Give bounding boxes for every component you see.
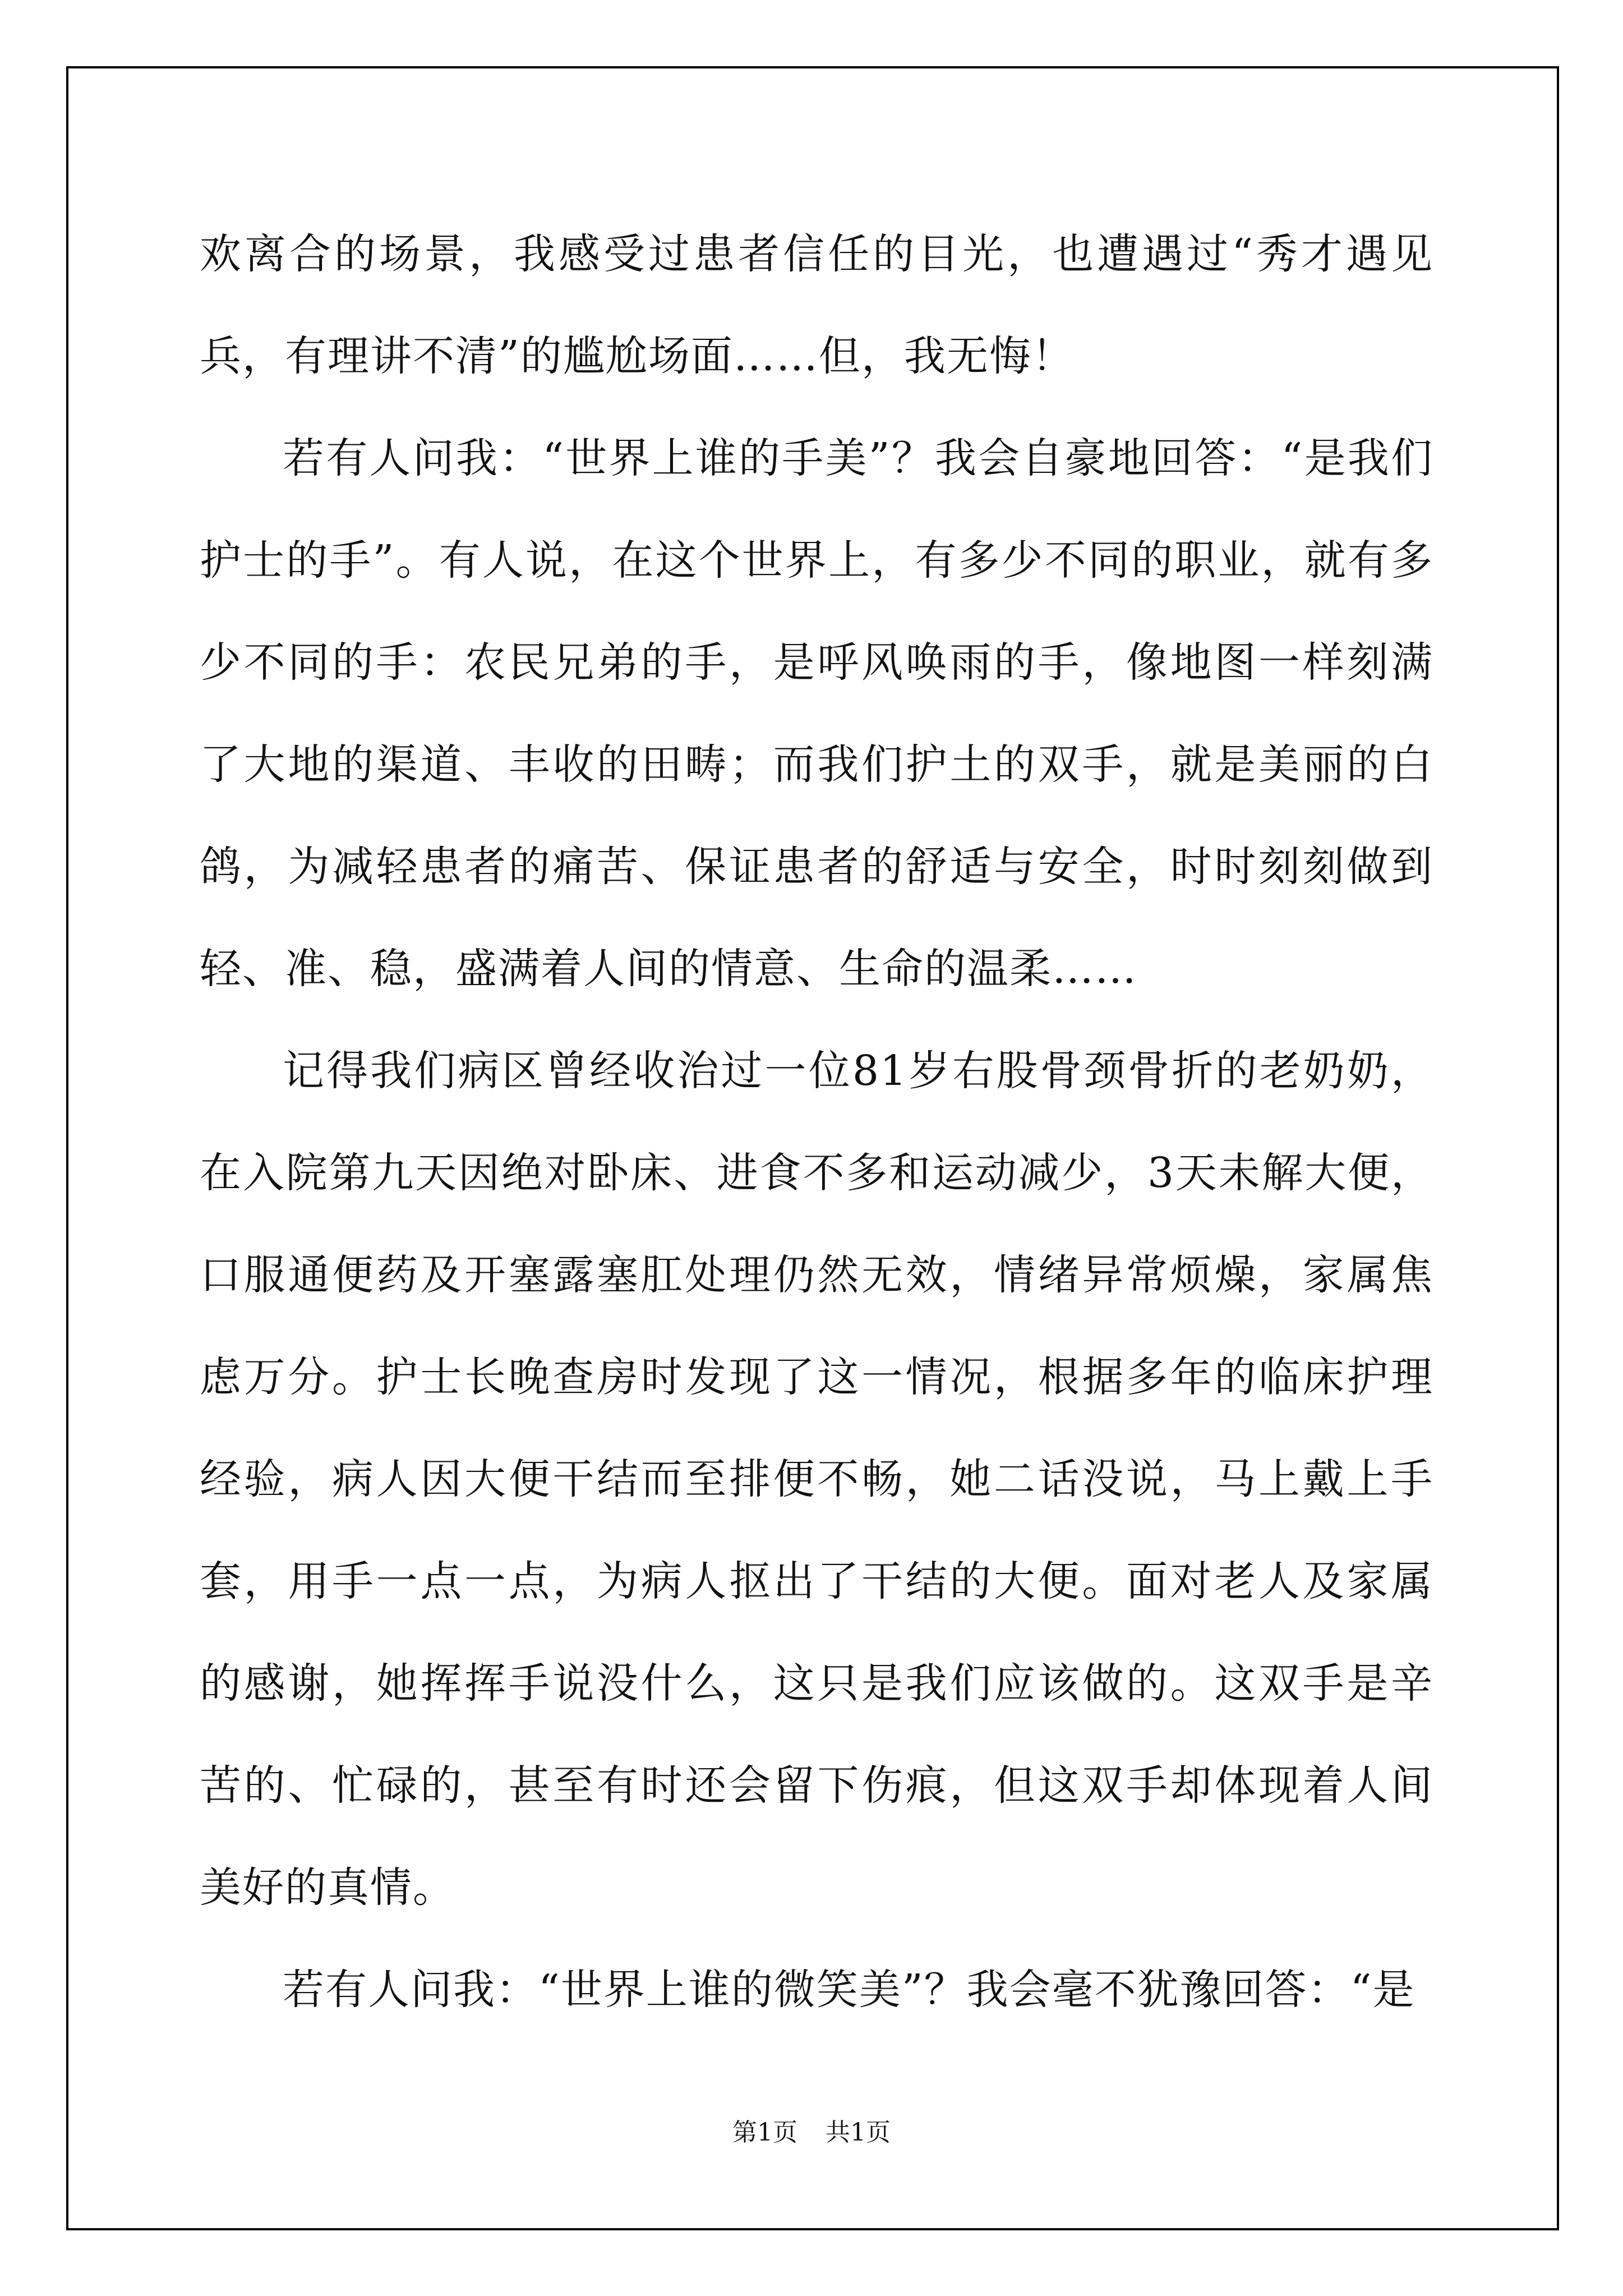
page-footer xyxy=(0,2112,1623,2148)
paragraph-3: 记得我们病区曾经收治过一位81岁右股骨颈骨折的老奶奶，在入院第九天因绝对卧床、进食不多和运动减少，3天未解大便，口服通便药及开塞露塞肛处理仍然无效，情绪异常烦燥，家属焦虑万分。护士长晚查房时发现了这一情况，根据多年的临床护理经验，病人因大便干结而至排便不畅，她二话没说，马上戴上手套，用手一点一点，为病人抠出了干结的大便。面对老人及家属的感谢，她挥挥手说没什么，这只是我们应该做的。这双手是辛苦的、忙碌的，甚至有时还会留下伤痕，但这双手却体现着人间美好的真情。 xyxy=(200,1047,1433,1912)
document-body xyxy=(200,203,1433,2041)
paragraph-1: 欢离合的场景，我感受过患者信任的目光，也遭遇过“秀才遇见兵，有理讲不清”的尴尬场面……但，我无悔！ xyxy=(200,230,1433,380)
page-number-current: 第1页 xyxy=(732,2118,797,2147)
paragraph-2: 若有人问我：“世界上谁的手美”？我会自豪地回答：“是我们护士的手”。有人说，在这个世界上，有多少不同的职业，就有多少不同的手：农民兄弟的手，是呼风唤雨的手，像地图一样刻满了大地的渠道、丰收的田畴；而我们护土的双手，就是美丽的白鸽，为减轻患者的痛苦、保证患者的舒适与安全，时时刻刻做到轻、准、稳，盛满着人间的情意、生命的温柔…… xyxy=(200,434,1433,993)
paragraph-4: 若有人问我：“世界上谁的微笑美”？我会毫不犹豫回答：“是 xyxy=(283,1966,1415,2014)
page-number-total: 共1页 xyxy=(826,2118,891,2147)
